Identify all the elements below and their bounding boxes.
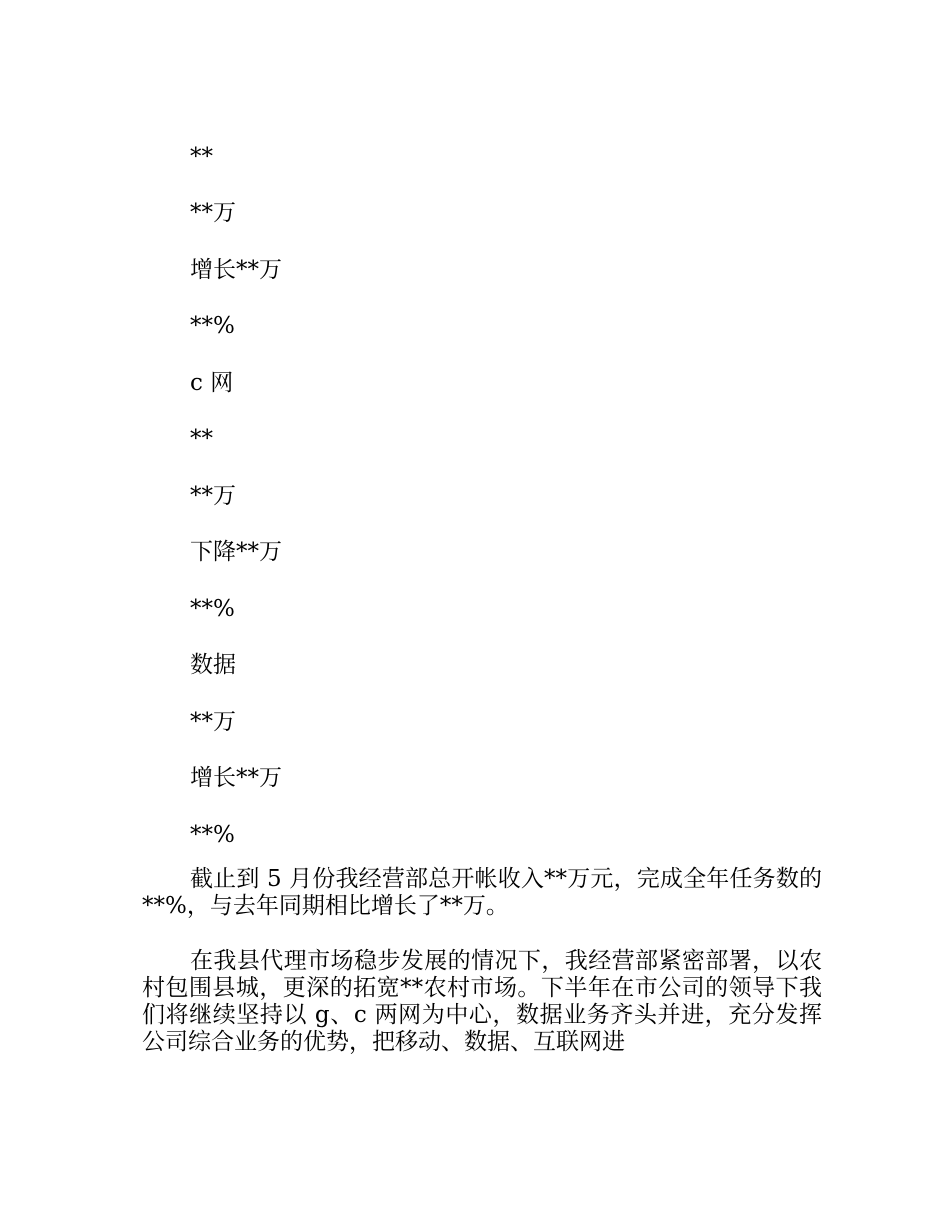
body-paragraph: 在我县代理市场稳步发展的情况下，我经营部紧密部署，以农村包围县城，更深的拓宽**农村市场。下半年在市公司的领导下我们将继续坚持以 g、c 两网为中心，数据业务齐头并进，充分发挥公司综合业务的优势，把移动、数据、互联网进 bbox=[142, 948, 822, 1055]
body-paragraph: 截止到 5 月份我经营部总开帐收入**万元，完成全年任务数的**%，与去年同期相比增长了**万。 bbox=[142, 866, 822, 919]
text-line: c 网 bbox=[190, 370, 234, 396]
text-line: 增长**万 bbox=[190, 257, 282, 283]
text-line: 增长**万 bbox=[190, 765, 282, 791]
text-line: **万 bbox=[190, 483, 236, 509]
text-line: **% bbox=[190, 596, 235, 622]
text-line: ** bbox=[190, 426, 213, 452]
text-line: **% bbox=[190, 822, 235, 848]
text-line: 数据 bbox=[190, 652, 236, 678]
text-line: ** bbox=[190, 144, 213, 170]
text-line: **万 bbox=[190, 200, 236, 226]
text-line: **万 bbox=[190, 709, 236, 735]
text-line: 下降**万 bbox=[190, 539, 282, 565]
text-line: **% bbox=[190, 313, 235, 339]
